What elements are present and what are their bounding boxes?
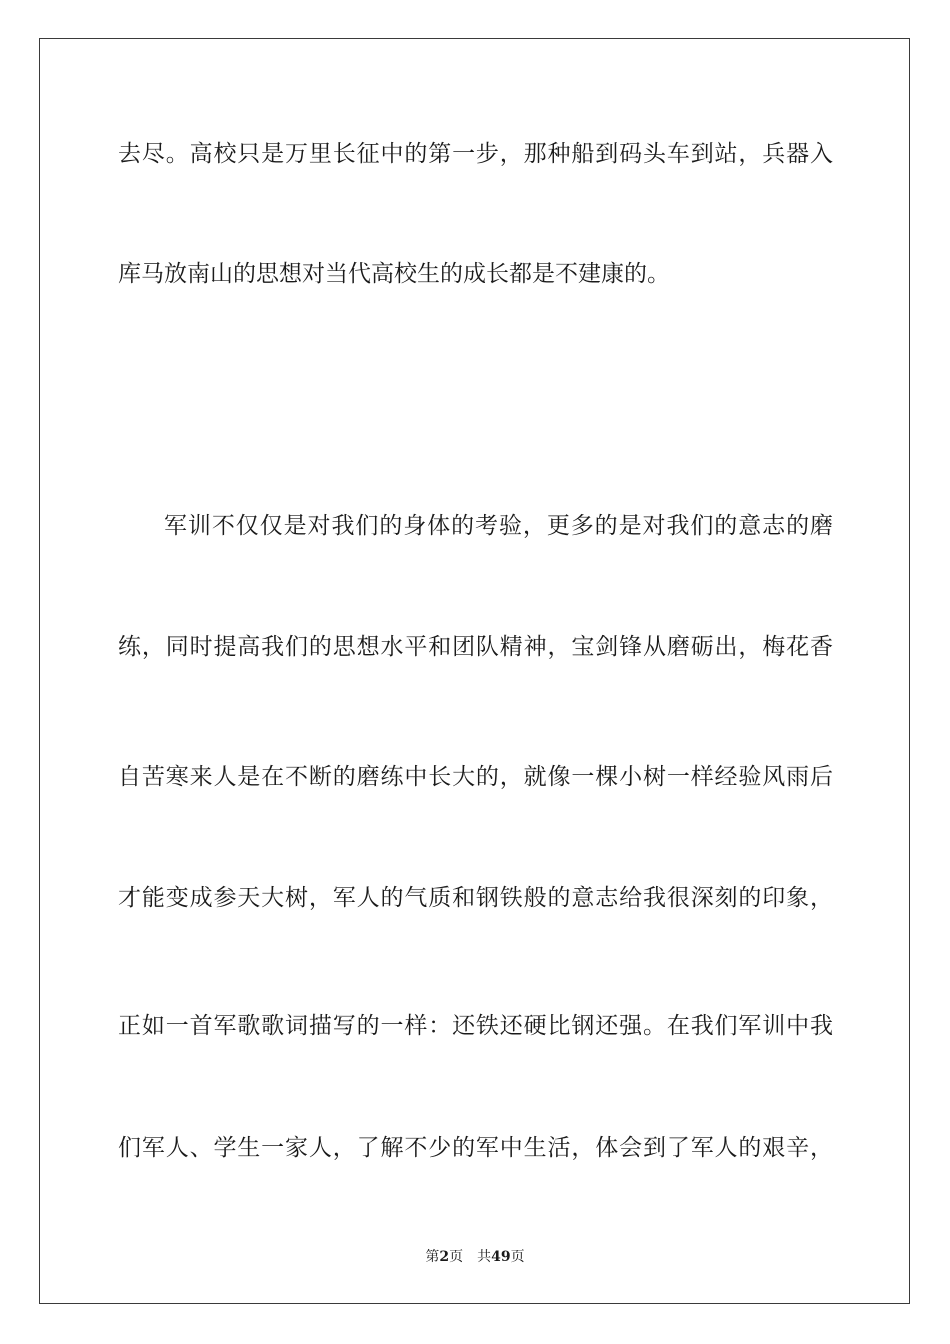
- total-prefix: 共: [477, 1249, 492, 1265]
- paragraph-line: 库马放南山的思想对当代高校生的成长都是不建康的。: [118, 261, 670, 287]
- page-prefix: 第: [425, 1249, 440, 1265]
- paragraph-line: 军训不仅仅是对我们的身体的考验，更多的是对我们的意志的磨: [164, 513, 833, 539]
- paragraph-line: 自苦寒来人是在不断的磨练中长大的，就像一棵小树一样经验风雨后: [118, 764, 833, 790]
- paragraph-line: 正如一首军歌歌词描写的一样：还铁还硬比钢还强。在我们军训中我: [118, 1013, 833, 1039]
- page-footer: [0, 1247, 950, 1267]
- total-suffix: 页: [510, 1249, 525, 1265]
- paragraph-line: 才能变成参天大树，军人的气质和钢铁般的意志给我很深刻的印象，: [118, 885, 833, 911]
- total-page-count: 49: [491, 1249, 511, 1265]
- page-border: [39, 38, 910, 1304]
- paragraph-line: 练，同时提高我们的思想水平和团队精神，宝剑锋从磨砺出，梅花香: [118, 634, 833, 660]
- page-suffix: 页: [449, 1249, 464, 1265]
- paragraph-line: 去尽。高校只是万里长征中的第一步，那种船到码头车到站，兵器入: [118, 141, 833, 167]
- current-page-number: 2: [439, 1249, 450, 1265]
- paragraph-line: 们军人、学生一家人，了解不少的军中生活，体会到了军人的艰辛，: [118, 1135, 833, 1161]
